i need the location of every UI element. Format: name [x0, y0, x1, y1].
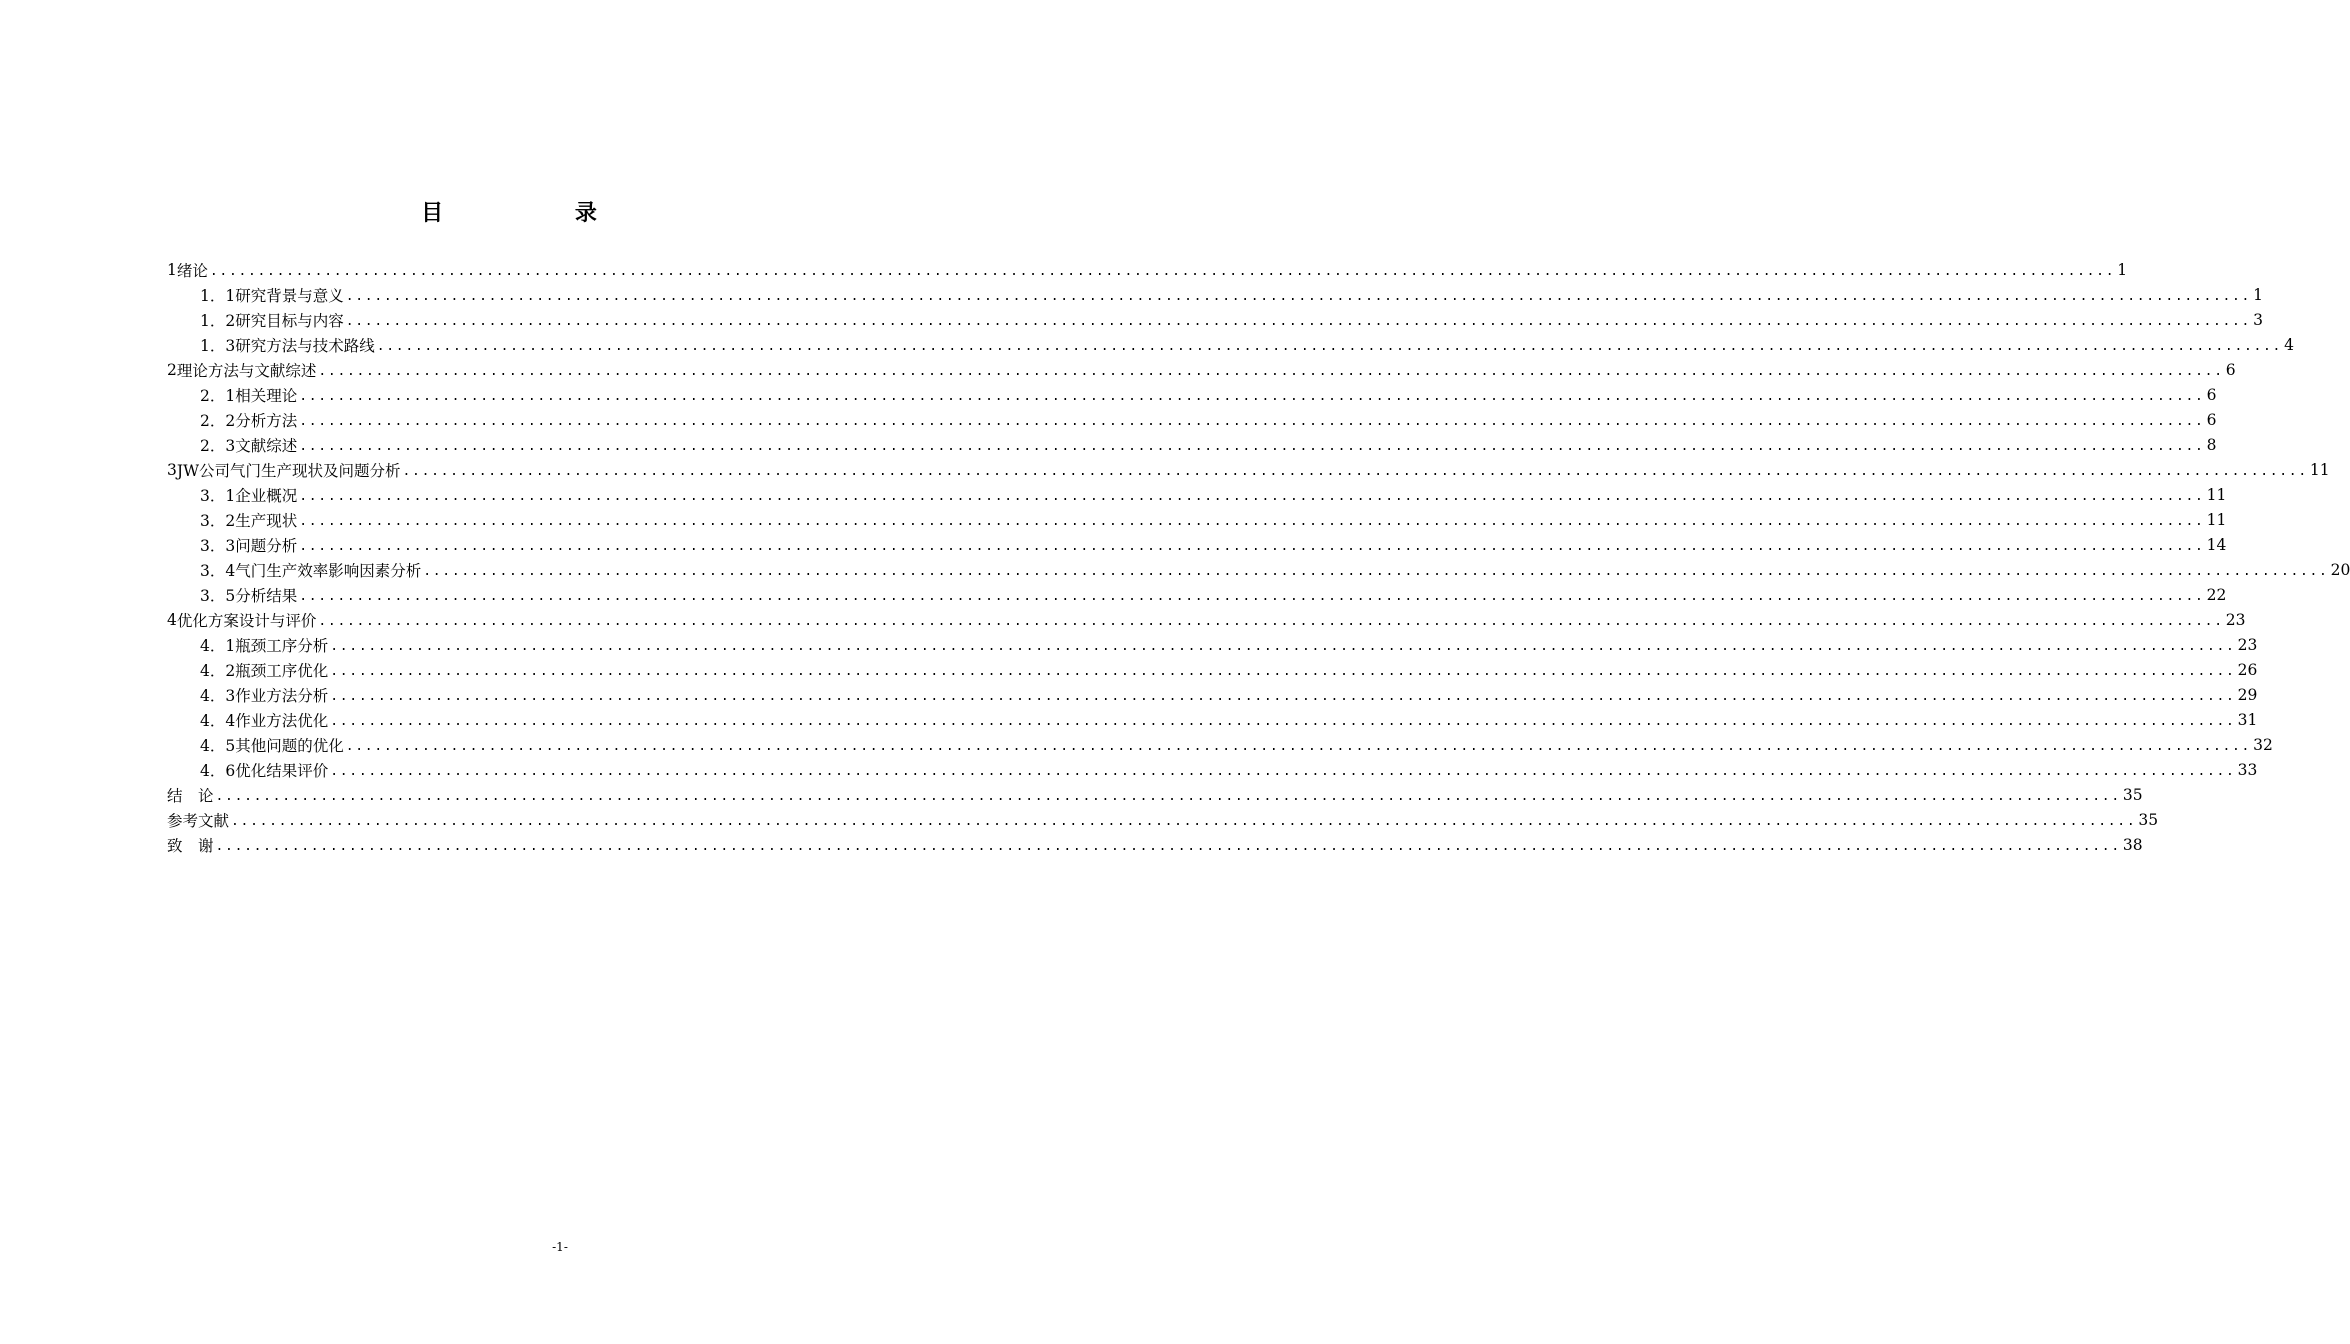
toc-dot-leader: ........................................................................................................................................................................................................: [209, 264, 2116, 279]
toc-entry-number: 3．5: [200, 586, 236, 605]
toc-entry-label: 企业概况: [235, 486, 298, 505]
toc-entry[interactable]: [167, 632, 2258, 657]
toc-entry-number: 4: [167, 610, 177, 629]
toc-dot-leader: ........................................................................................................................................................................................................: [215, 789, 2121, 804]
toc-dot-leader: ........................................................................................................................................................................................................: [330, 639, 2236, 654]
toc-entry[interactable]: [167, 807, 2159, 832]
toc-dot-leader: ........................................................................................................................................................................................................: [423, 564, 2329, 579]
toc-dot-leader: ........................................................................................................................................................................................................: [299, 489, 2205, 504]
toc-entry-page: 6: [2225, 360, 2236, 379]
toc-entry-page: 1: [2117, 260, 2128, 279]
toc-entry-page: 32: [2253, 735, 2273, 754]
toc-entry[interactable]: [167, 457, 2330, 482]
toc-entry-page: 6: [2206, 410, 2217, 429]
toc-entry-label: 致 谢: [167, 836, 214, 855]
toc-entry-number: 4．1: [200, 636, 236, 655]
toc-dot-leader: ........................................................................................................................................................................................................: [402, 464, 2308, 479]
toc-entry-number: 2: [167, 360, 177, 379]
toc-dot-leader: ........................................................................................................................................................................................................: [318, 614, 2224, 629]
toc-entry[interactable]: [167, 682, 2258, 707]
toc-entry-label: 瓶颈工序优化: [235, 661, 329, 680]
toc-entry-label: 理论方法与文献综述: [176, 361, 317, 380]
toc-dot-leader: ........................................................................................................................................................................................................: [330, 714, 2236, 729]
toc-dot-leader: ........................................................................................................................................................................................................: [299, 514, 2205, 529]
toc-entry-page: 33: [2237, 760, 2258, 779]
toc-entry-label: 其他问题的优化: [235, 736, 344, 755]
toc-entry-number: 4．3: [200, 686, 236, 705]
toc-dot-leader: ........................................................................................................................................................................................................: [299, 439, 2205, 454]
toc-entry-page: 35: [2138, 810, 2159, 829]
toc-dot-leader: ........................................................................................................................................................................................................: [345, 314, 2252, 329]
toc-entry-label: 问题分析: [235, 536, 298, 555]
toc-entry[interactable]: [167, 582, 2227, 607]
toc-dot-leader: ........................................................................................................................................................................................................: [330, 664, 2236, 679]
toc-entry-label: 结 论: [167, 786, 214, 805]
toc-entry-label: 作业方法分析: [235, 686, 329, 705]
toc-entry-page: 4: [2284, 335, 2294, 354]
toc-entry[interactable]: [167, 782, 2143, 807]
toc-dot-leader: ........................................................................................................................................................................................................: [345, 289, 2252, 304]
toc-dot-leader: ........................................................................................................................................................................................................: [215, 839, 2121, 854]
page-number: -1-: [552, 1240, 568, 1254]
toc-entry[interactable]: [167, 482, 2227, 507]
toc-entry-page: 38: [2122, 835, 2143, 854]
toc-entry[interactable]: [167, 257, 2128, 282]
toc-dot-leader: ........................................................................................................................................................................................................: [345, 739, 2252, 754]
toc-entry-number: 4．6: [200, 761, 236, 780]
toc-entry-number: 3．2: [200, 511, 236, 530]
toc-entry[interactable]: [167, 432, 2217, 457]
toc-entry-page: 26: [2237, 660, 2258, 679]
toc-entry-label: 文献综述: [235, 436, 298, 455]
toc-entry-label: 研究目标与内容: [235, 311, 344, 330]
toc-entry-page: 29: [2237, 685, 2258, 704]
toc-entry-page: 35: [2122, 785, 2143, 804]
toc-dot-leader: ........................................................................................................................................................................................................: [299, 414, 2205, 429]
toc-entry[interactable]: [167, 282, 2263, 307]
toc-entry-number: 2．1: [200, 386, 236, 405]
toc-entry-label: 绪论: [176, 261, 208, 280]
toc-dot-leader: ........................................................................................................................................................................................................: [299, 589, 2205, 604]
toc-entry-page: 3: [2253, 310, 2263, 329]
toc-entry-number: 1: [167, 260, 177, 279]
toc-entry-label: 优化结果评价: [235, 761, 329, 780]
toc-dot-leader: ........................................................................................................................................................................................................: [231, 814, 2137, 829]
toc-entry-page: 22: [2206, 585, 2227, 604]
toc-entry-number: 3．4: [200, 561, 236, 580]
toc-entry[interactable]: [167, 532, 2227, 557]
toc-entry-page: 11: [2206, 485, 2227, 504]
toc-entry-number: 3．3: [200, 536, 236, 555]
toc-entry-number: 1．2: [200, 311, 236, 330]
toc-entry-label: JW公司气门生产现状及问题分析: [176, 461, 401, 480]
toc-entry-label: 参考文献: [167, 811, 230, 830]
toc-dot-leader: ........................................................................................................................................................................................................: [299, 539, 2205, 554]
toc-entry-label: 研究背景与意义: [235, 286, 344, 305]
toc-entry-number: 3．1: [200, 486, 236, 505]
toc-dot-leader: ........................................................................................................................................................................................................: [376, 339, 2283, 354]
toc-entry-label: 生产现状: [235, 511, 298, 530]
toc-entry-page: 14: [2206, 535, 2227, 554]
toc-entry-label: 优化方案设计与评价: [176, 611, 317, 630]
toc-entry-number: 2．2: [200, 411, 236, 430]
toc-entry-label: 研究方法与技术路线: [235, 336, 375, 355]
toc-entry[interactable]: [167, 407, 2217, 432]
toc-entry-page: 11: [2309, 460, 2330, 479]
toc-entry-page: 23: [2237, 635, 2258, 654]
toc-entry[interactable]: [167, 382, 2217, 407]
toc-entry-number: 1．3: [200, 336, 236, 355]
toc-dot-leader: ........................................................................................................................................................................................................: [330, 764, 2236, 779]
toc-entry-number: 4．4: [200, 711, 236, 730]
toc-entry-page: 20: [2330, 560, 2350, 579]
toc-entry-page: 8: [2206, 435, 2217, 454]
toc-entry-number: 1．1: [200, 286, 236, 305]
toc-entry-label: 气门生产效率影响因素分析: [235, 561, 422, 580]
toc-entry-label: 作业方法优化: [235, 711, 329, 730]
toc-entry[interactable]: [167, 557, 2350, 582]
toc-entry-number: 4．5: [200, 736, 236, 755]
toc-entry-page: 31: [2237, 710, 2258, 729]
toc-dot-leader: ........................................................................................................................................................................................................: [330, 689, 2236, 704]
toc-entry[interactable]: [167, 307, 2263, 332]
toc-entry[interactable]: [167, 832, 2143, 857]
toc-entry[interactable]: [167, 732, 2273, 757]
toc-entry[interactable]: [167, 707, 2258, 732]
toc-dot-leader: ........................................................................................................................................................................................................: [299, 389, 2205, 404]
toc-entry-label: 瓶颈工序分析: [235, 636, 329, 655]
toc-entry[interactable]: [167, 357, 2236, 382]
toc-entry-label: 相关理论: [235, 386, 298, 405]
toc-entry-label: 分析方法: [235, 411, 298, 430]
toc-entry[interactable]: [167, 757, 2258, 782]
toc-dot-leader: ........................................................................................................................................................................................................: [318, 364, 2224, 379]
toc-entry-number: 3: [167, 460, 177, 479]
table-of-contents: [167, 257, 2350, 857]
toc-entry-page: 11: [2206, 510, 2227, 529]
toc-entry[interactable]: [167, 607, 2246, 632]
toc-entry-page: 6: [2206, 385, 2217, 404]
toc-entry-label: 分析结果: [235, 586, 298, 605]
toc-entry-page: 1: [2253, 285, 2263, 304]
toc-entry-number: 2．3: [200, 436, 236, 455]
toc-entry-number: 4．2: [200, 661, 236, 680]
toc-entry[interactable]: [167, 332, 2294, 357]
toc-entry-page: 23: [2225, 610, 2246, 629]
page-title: 目 录: [421, 201, 659, 226]
toc-entry[interactable]: [167, 657, 2258, 682]
toc-entry[interactable]: [167, 507, 2227, 532]
